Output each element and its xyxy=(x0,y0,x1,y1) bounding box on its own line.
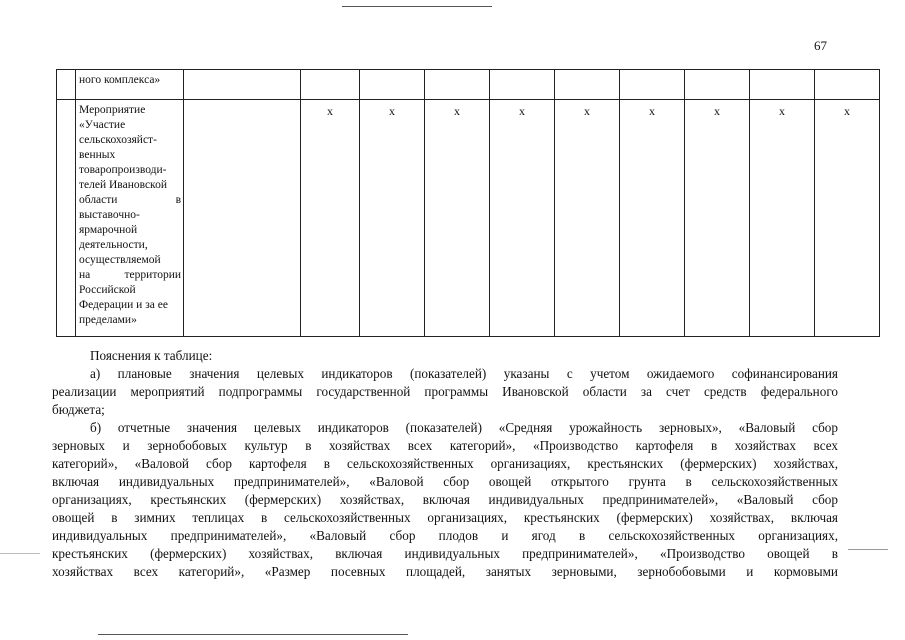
event-name-line: Мероприятие xyxy=(79,104,146,116)
notes-line: категорий», «Валовой сбор картофеля в сельскохозяйственных организациях, крестьянских (фермерских) хозяйствах, xyxy=(52,456,838,471)
x-mark-cell: x xyxy=(301,100,360,337)
table-cell xyxy=(184,100,301,337)
notes-line: а) плановые значения целевых индикаторов (показателей) указаны с учетом ожидаемого софинансирования xyxy=(90,366,838,381)
x-mark-cell: x xyxy=(360,100,425,337)
event-name-line: выставочно- xyxy=(79,209,140,221)
notes-line: включая индивидуальных предпринимателей», «Валовой сбор овощей открытого грунта в сельскохозяйственных xyxy=(52,474,838,489)
event-name-line xyxy=(79,268,181,283)
page-number: 67 xyxy=(814,38,827,53)
notes-line: зерновых и зернобобовых культур в хозяйствах всех категорий», «Производство картофеля в хозяйствах всех xyxy=(52,438,838,453)
notes-line: крестьянских (фермерских) хозяйствах, включая индивидуальных предпринимателей», «Производство овощей в xyxy=(52,546,838,561)
notes-line: б) отчетные значения целевых индикаторов (показателей) «Средняя урожайность зерновых», «Валовый сбор xyxy=(90,420,838,435)
event-name-cell xyxy=(76,100,184,337)
event-name-line: «Участие xyxy=(79,119,126,131)
table-cell xyxy=(555,70,620,100)
indicator-table xyxy=(56,69,880,337)
x-mark-cell: x xyxy=(620,100,685,337)
scan-artifact-top xyxy=(342,6,492,7)
table-cell xyxy=(360,70,425,100)
notes-line: организациях, крестьянских (фермерских) хозяйствах, включая индивидуальных предпринимателей», «Валовый сбор xyxy=(52,492,838,507)
event-name-word: на xyxy=(79,269,91,281)
table-cell xyxy=(57,70,76,100)
scan-artifact-bottom xyxy=(98,634,408,635)
x-mark-cell: x xyxy=(815,100,880,337)
event-name-word: в xyxy=(175,194,181,206)
notes-line: реализации мероприятий подпрограммы государственной программы Ивановской области за счет средств федерального xyxy=(52,384,838,399)
x-mark-cell: x xyxy=(555,100,620,337)
table-cell xyxy=(301,70,360,100)
notes-heading: Пояснения к таблице: xyxy=(90,348,213,363)
event-name-line xyxy=(79,193,181,208)
table-cell xyxy=(815,70,880,100)
table-cell-text: ного комплекса» xyxy=(76,70,184,100)
table-row xyxy=(57,70,880,100)
table-cell xyxy=(490,70,555,100)
table-cell xyxy=(57,100,76,337)
event-name-line: товаропроизводи- xyxy=(79,164,167,176)
scan-artifact-right xyxy=(848,549,888,550)
x-mark-cell: x xyxy=(750,100,815,337)
table-cell xyxy=(685,70,750,100)
notes-line: бюджета; xyxy=(52,402,105,417)
event-name-line: венных xyxy=(79,149,116,161)
event-name-line: деятельности, xyxy=(79,239,148,251)
table-cell xyxy=(425,70,490,100)
notes-line: овощей в зимних теплицах в сельскохозяйственных организациях, крестьянских (фермерских) хозяйствах, включая xyxy=(52,510,838,525)
event-name-line: сельскохозяйст- xyxy=(79,134,157,146)
event-name-line: телей Ивановской xyxy=(79,179,167,191)
x-mark-cell: x xyxy=(425,100,490,337)
table-cell xyxy=(620,70,685,100)
event-name-line: осуществляемой xyxy=(79,254,161,266)
x-mark-cell: x xyxy=(685,100,750,337)
event-name-word: области xyxy=(79,194,118,206)
table-row xyxy=(57,100,880,337)
notes-line: хозяйствах всех категорий», «Размер посевных площадей, занятых зерновыми, зернобобовыми и кормовыми xyxy=(52,564,838,579)
table-cell xyxy=(184,70,301,100)
event-name-line: пределами» xyxy=(79,314,137,326)
table-cell xyxy=(750,70,815,100)
event-name-word: территории xyxy=(124,269,181,281)
notes-line: индивидуальных предпринимателей», «Валовый сбор плодов и ягод в сельскохозяйственных организациях, xyxy=(52,528,838,543)
event-name-line: Российской xyxy=(79,284,136,296)
x-mark-cell: x xyxy=(490,100,555,337)
table-notes xyxy=(52,347,838,581)
scan-artifact-left xyxy=(0,553,40,554)
event-name-line: Федерации и за ее xyxy=(79,299,168,311)
event-name-line: ярмарочной xyxy=(79,224,138,236)
